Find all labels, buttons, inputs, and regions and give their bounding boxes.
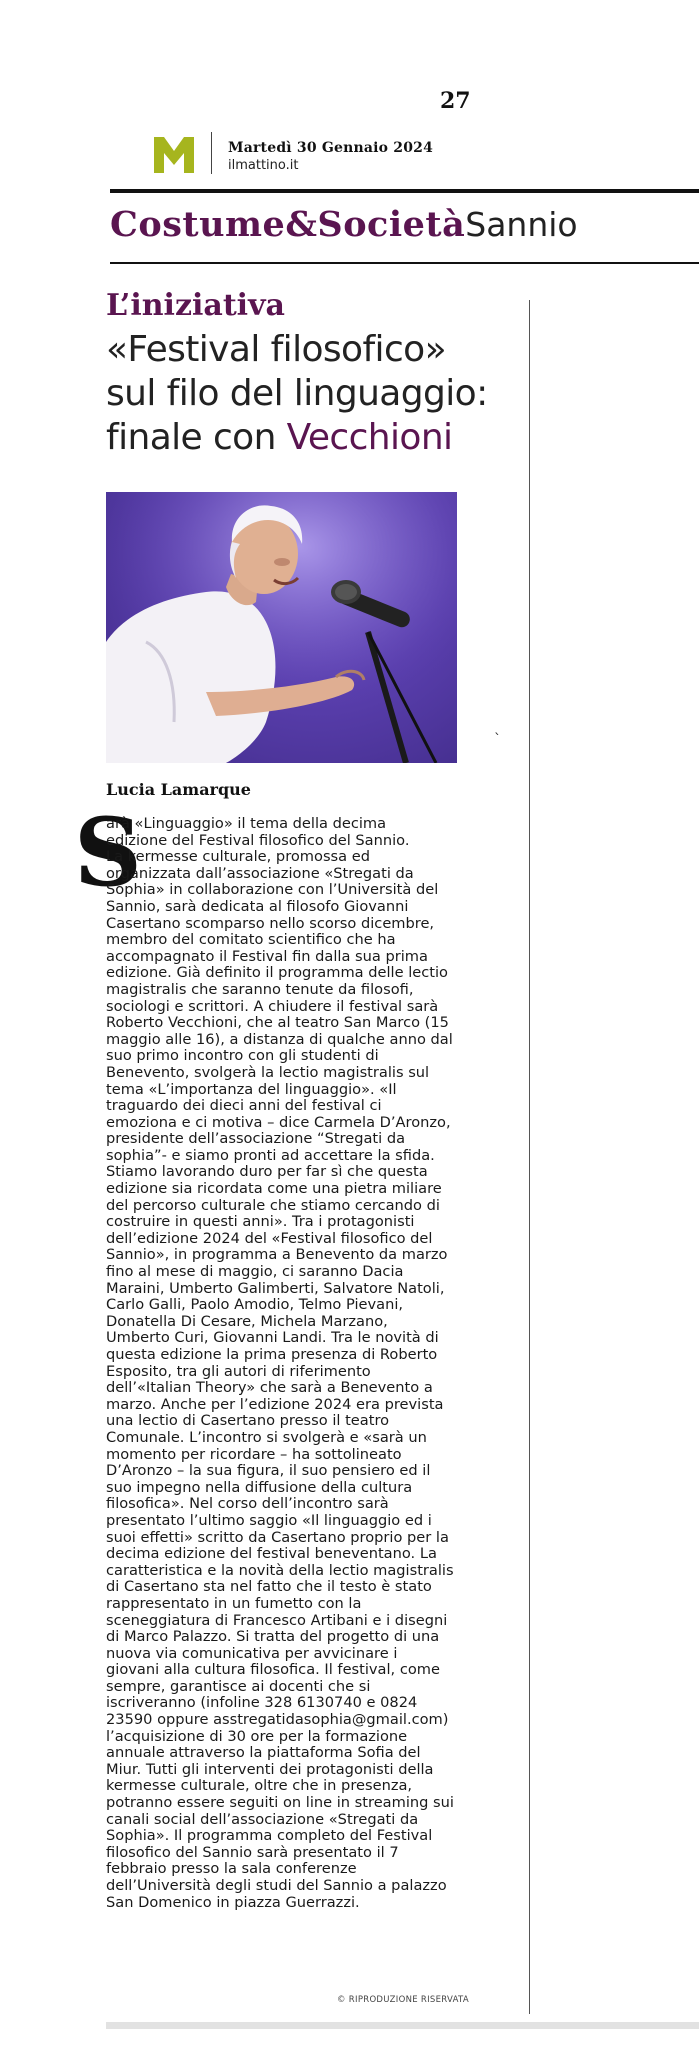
singer-with-microphone-photo — [106, 492, 457, 763]
byline: Lucia Lamarque — [106, 780, 251, 799]
article-body: arà «Linguaggio» il tema della decima edizione del Festival filosofico del Sannio. La kermesse culturale, promossa ed organizzata dall’associazione «Stregati da Sophia» in collaborazione con l’Università del Sannio, sarà dedicata al filosofo Giovanni Casertano scomparso nello scorso dicembre, membro del comitato scientifico che ha accompagnato il Festival fin dalla sua prima edizione. Già definito il programma delle lectio magistralis che saranno tenute da filosofi, sociologi e scrittori. A chiudere il festival sarà Roberto Vecchioni, che al teatro San Marco (15 maggio alle 16), a distanza di qualche anno dal suo primo incontro con gli studenti di Benevento, svolgerà la lectio magistralis sul tema «L’importanza del linguaggio». «Il traguardo dei dieci anni del festival ci emoziona e ci motiva – dice Carmela D’Aronzo, presidente dell’associazione “Stregati da sophia”- e siamo pronti ad accettare la sfida. Stiamo lavorando duro per far sì che questa edizione sia ricordata come una pietra miliare del percorso culturale che stiamo cercando di costruire in questi anni». Tra i protagonisti dell’edizione 2024 del «Festival filosofico del Sannio», in programma a Benevento da marzo fino al mese di maggio, ci saranno Dacia Maraini, Umberto Galimberti, Salvatore Natoli, Carlo Galli, Paolo Amodio, Telmo Pievani, Donatella Di Cesare, Michela Marzano, Umberto Curi, Giovanni Landi. Tra le novità di questa edizione la prima presenza di Roberto Esposito, tra gli autori di riferimento dell’«Italian Theory» che sarà a Benevento a marzo. Anche per l’edizione 2024 era prevista una lectio di Casertano presso il teatro Comunale. L’incontro si svolgerà e «sarà un momento per ricordare – ha sottolineato D’Aronzo – la sua figura, il suo pensiero ed il suo impegno nella diffusione della cultura filosofica». Nel corso dell’incontro sarà presentato l’ultimo saggio «Il linguaggio ed i suoi effetti» scritto da Casertano proprio per la decima edizione del festival beneventano. La caratteristica e la novità della lectio magistralis di Casertano sta nel fatto che il testo è stato rappresentato in un fumetto con la sceneggiatura di Francesco Artibani e i disegni di Marco Palazzo. Si tratta del progetto di una nuova via comunicativa per avvicinare i giovani alla cultura filosofica. Il festival, come sempre, garantisce ai docenti che si iscriveranno (infoline 328 6130740 e 0824 23590 oppure asstregatidasophia@gmail.com) l’acquisizione di 30 ore per la formazione annuale attraverso la piattaforma Sofia del Miur. Tutti gli interventi dei protagonisti della kermesse culturale, oltre che in presenza, potranno essere seguiti on line in streaming sui canali social dell’associazione «Stregati da Sophia». Il programma completo del Festival filosofico del Sannio sarà presentato il 7 febbraio presso la sala conferenze dell’Università degli studi del Sannio a palazzo San Domenico in piazza Guerrazzi. — [106, 815, 454, 1911]
headline-line: «Festival filosofico» — [106, 329, 446, 370]
headline-prefix: finale con — [106, 417, 287, 458]
headline-line: sul filo del linguaggio: — [106, 373, 488, 414]
article-headline — [106, 328, 536, 460]
section-title — [110, 204, 578, 245]
drop-cap: S — [74, 798, 142, 908]
section-subtitle: Sannio — [465, 205, 578, 244]
page-bottom-bar — [106, 2022, 699, 2029]
headline-line — [106, 416, 536, 460]
article-kicker: L’iniziativa — [106, 288, 285, 323]
header-divider — [211, 132, 212, 174]
page-number: 27 — [440, 88, 471, 114]
headline-accent: Vecchioni — [286, 417, 453, 458]
copyright-notice: © RIPRODUZIONE RISERVATA — [337, 1995, 469, 2005]
section-rule — [110, 262, 699, 264]
site-name: ilmattino.it — [228, 158, 299, 173]
column-divider — [529, 300, 530, 2014]
mattino-m-logo-icon — [154, 137, 194, 173]
section-name: Costume&Società — [110, 204, 466, 245]
photo-mark: ` — [494, 732, 501, 748]
issue-date: Martedì 30 Gennaio 2024 — [228, 140, 434, 156]
photo-illustration — [106, 492, 457, 763]
header-rule — [110, 189, 699, 193]
